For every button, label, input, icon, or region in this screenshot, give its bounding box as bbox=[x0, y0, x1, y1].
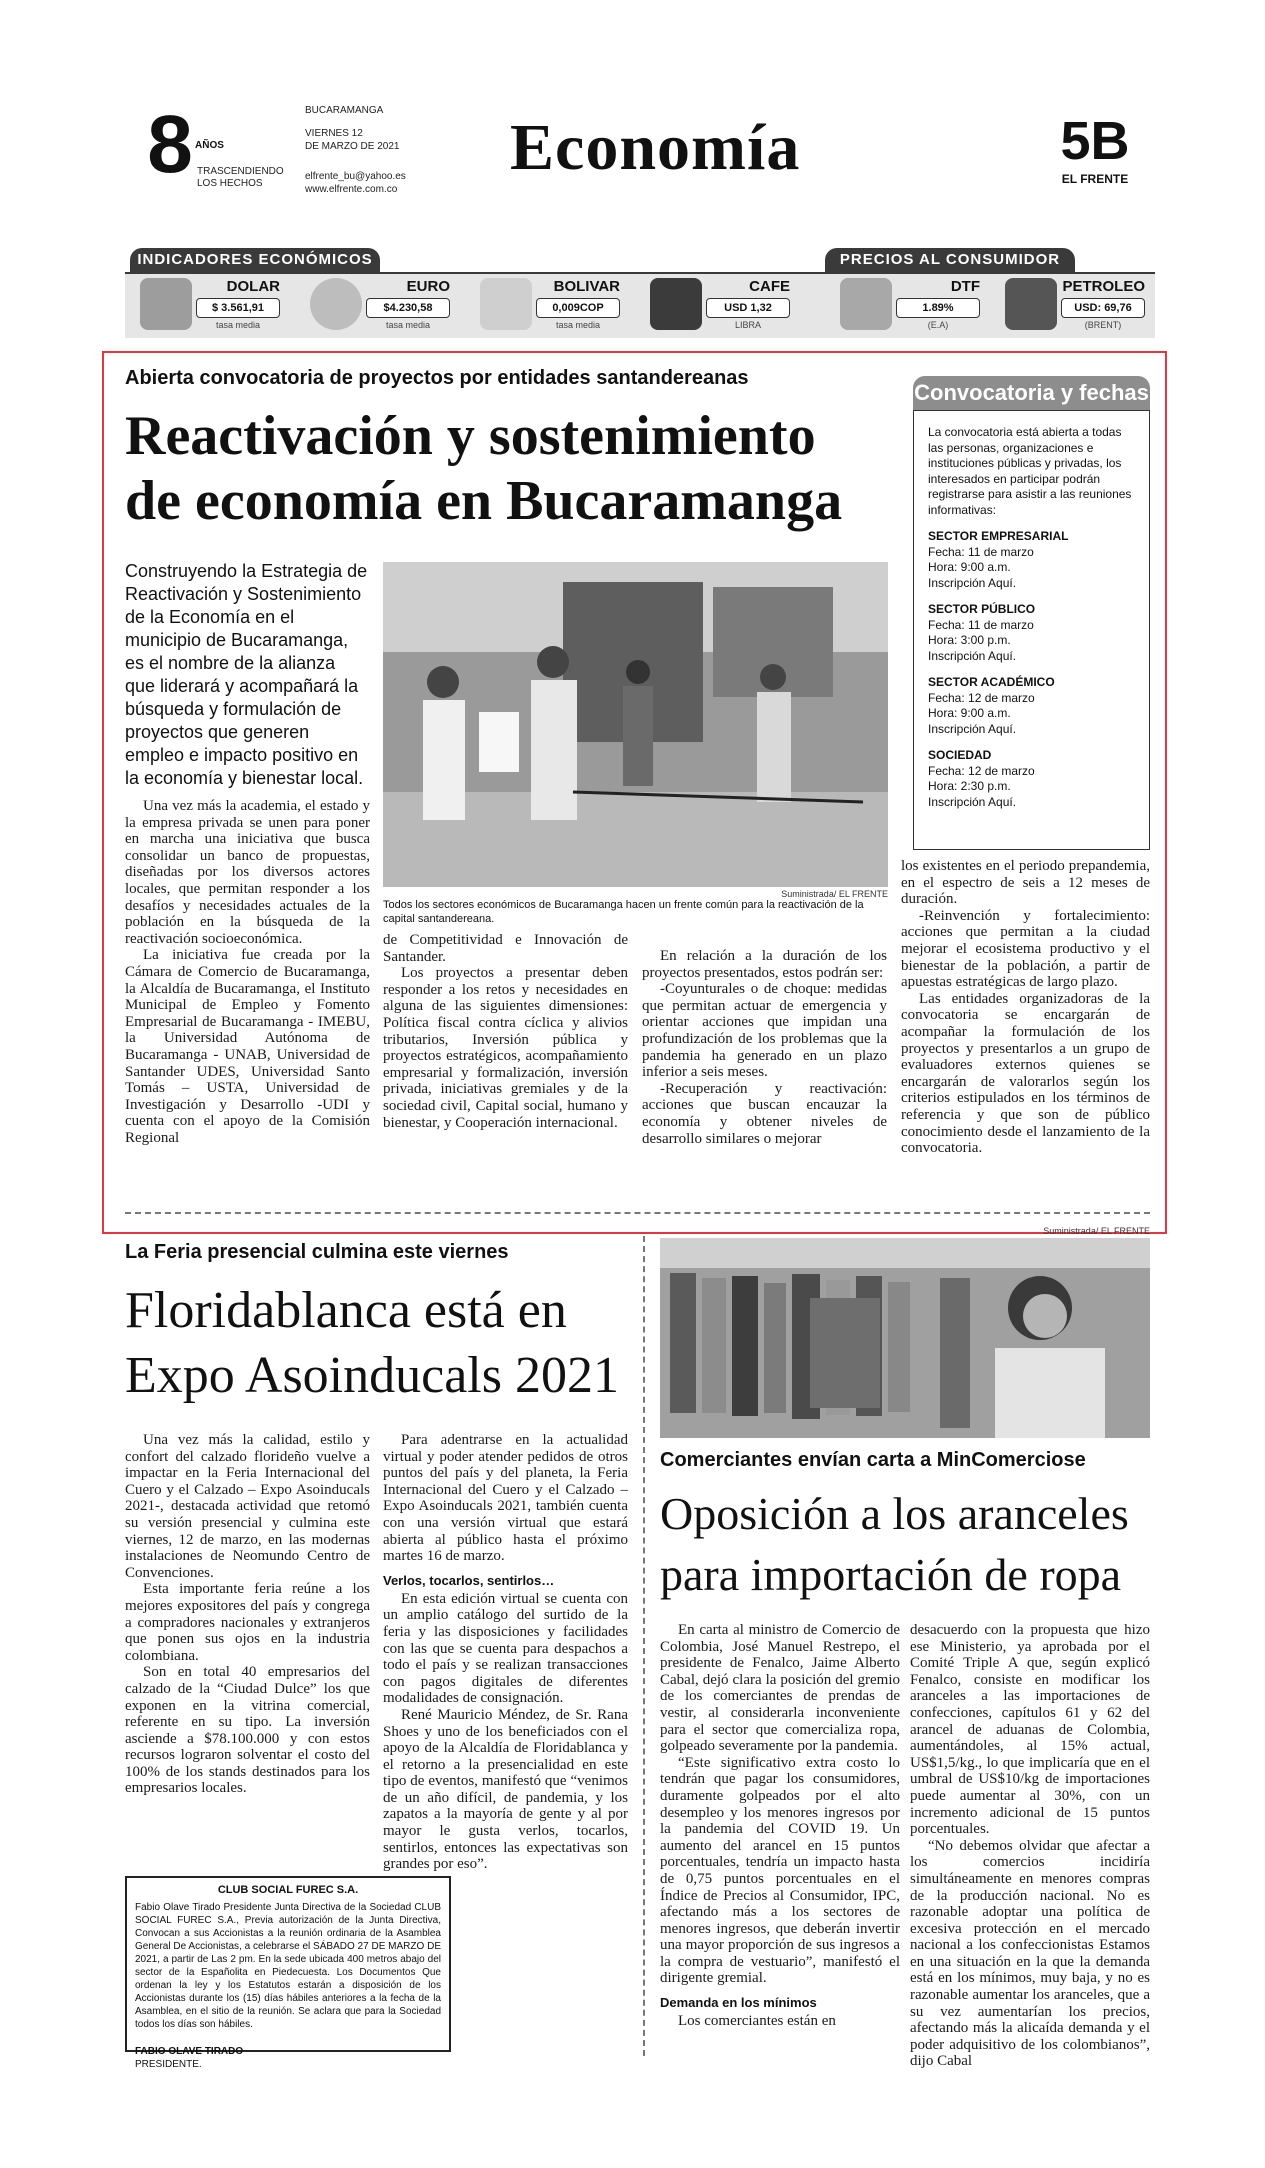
club-social-ad bbox=[125, 1876, 451, 2070]
logo-number: 8 bbox=[147, 99, 193, 190]
consumer-prices-header: PRECIOS AL CONSUMIDOR bbox=[825, 248, 1075, 272]
main-column-3 bbox=[642, 948, 887, 1147]
paragraph: Los comerciantes están en bbox=[678, 2013, 836, 2030]
paragraph: Los proyectos a presentar deben responder a los retos y necesidades en alguna de las siguientes dimensiones: Política fiscal contra cíclica y alivios tributarios, Inversión pública y proyectos estratégicos, acompañamiento empresarial y formalización, inversión privada, iniciativas gremiales y de la sociedad civil, Capital social, humano y bienestar, y Cooperación internacional. bbox=[383, 965, 628, 1131]
main-photo bbox=[383, 562, 888, 887]
contact-info bbox=[305, 170, 406, 196]
ad-role: PRESIDENTE. bbox=[135, 2059, 202, 2070]
indicator-value: 1.89% bbox=[896, 298, 980, 318]
indicator-label: DOLAR bbox=[226, 278, 280, 295]
paragraph: de Competitividad e Innovación de Santander. bbox=[383, 932, 628, 965]
aranceles-headline-line-1: Oposición a los aranceles bbox=[660, 1488, 1129, 1539]
paragraph: Una vez más la calidad, estilo y confort del calzado florideño vuelve a impactar en la Feria Internacional del Cuero y el Calzado – Expo Asoinducals 2021-, destacada actividad que retomó su versión presencial y culmina este viernes, 12 de marzo, en las modernas instalaciones de Neomundo Centro de Convenciones. bbox=[125, 1432, 370, 1581]
sector-time: Hora: 3:00 p.m. bbox=[928, 633, 1011, 647]
ad-title: CLUB SOCIAL FUREC S.A. bbox=[217, 1884, 359, 1896]
indicator-label: BOLIVAR bbox=[553, 278, 620, 295]
sidebar-intro: La convocatoria está abierta a todas las personas, organizaciones e instituciones públicas y privadas, los interesados en participar podrán registrarse para asistir a las reuniones informativas: bbox=[928, 425, 1132, 517]
paragraph: René Mauricio Méndez, de Sr. Rana Shoes y uno de los beneficiados con el apoyo de la Alcaldía de Floridablanca y el retorno a la presencialidad en este tipo de eventos, manifestó que “venimos de un año difícil, de pandemia, y los zapatos a la mayoría de gente y al por mayor le gusta verlos, tocarlos, sentirlos, entonces las expectativas son grandes por eso”. bbox=[383, 1706, 628, 1873]
sector-empresarial-title: SECTOR EMPRESARIAL bbox=[928, 529, 1069, 543]
coffee-beans-icon bbox=[650, 278, 702, 330]
indicator-label: EURO bbox=[406, 278, 450, 295]
indicator-euro bbox=[310, 274, 450, 334]
sector-time: Hora: 2:30 p.m. bbox=[928, 779, 1011, 793]
indicator-note: tasa media bbox=[555, 320, 601, 330]
aranceles-column-1 bbox=[660, 1622, 900, 2030]
email: elfrente_bu@yahoo.es bbox=[305, 171, 406, 182]
indicator-dtf bbox=[840, 274, 980, 334]
sector-academico-title: SECTOR ACADÉMICO bbox=[928, 675, 1055, 689]
indicator-value: USD: 69,76 bbox=[1061, 298, 1145, 318]
dateline bbox=[305, 104, 399, 153]
aranceles-photo bbox=[660, 1238, 1150, 1438]
indicator-value: $4.230,58 bbox=[366, 298, 450, 318]
aranceles-photo-credit: Suministrada/ EL FRENTE bbox=[1043, 1226, 1150, 1236]
newspaper-logo bbox=[125, 100, 290, 195]
inscripcion-link[interactable]: Inscripción Aquí. bbox=[928, 721, 1017, 736]
indicator-petroleo bbox=[1005, 274, 1145, 334]
logo-caption: AÑOS bbox=[195, 140, 224, 151]
ad-body: Fabio Olave Tirado Presidente Junta Directiva de la Sociedad CLUB SOCIAL FUREC S.A., Previa autorización de la Junta Directiva, Convocan a sus Accionistas a la reunión ordinaria de la Asamblea General De Accionistas, a celebrarse el SÁBADO 27 DE MARZO DE 2021, a partir de Las 2 pm. En la sede ubicada 400 metros abajo del sector de la Españolita en Piedecuesta. Los Documentos Que ordenan la ley y los Estatutos estarán a disposición de los Accionistas durante los (15) días hábiles anteriores a la fecha de la Asamblea, en el sitio de la reunión. Se aclara que para la Sociedad todos los días son hábiles. bbox=[135, 1902, 441, 2030]
indicators-bar bbox=[125, 248, 1155, 344]
logo-tagline-1: TRASCENDIENDO bbox=[197, 166, 284, 177]
main-headline-line-2: de economía en Bucaramanga bbox=[125, 470, 843, 532]
paragraph: -Reinvención y fortalecimiento: acciones que permitan a la ciudad mejorar el ecosistema productivo y el bienestar de la población, a partir de apuestas estratégicas de largo plazo. bbox=[901, 907, 1150, 991]
main-column-4 bbox=[901, 858, 1150, 1157]
indicator-bolivar bbox=[480, 274, 620, 334]
aranceles-subhead: Demanda en los mínimos bbox=[660, 1995, 817, 2011]
feria-subhead: Verlos, tocarlos, sentirlos… bbox=[383, 1572, 555, 1588]
paragraph: En carta al ministro de Comercio de Colombia, José Manuel Restrepo, el presidente de Fenalco, Jaime Alberto Cabal, dejó clara la posición del gremio de los comerciantes de prendas de vestir, al considerarla inconveniente para el sector que comercializa ropa, golpeado severamente por la pandemia. bbox=[660, 1622, 900, 1755]
aranceles-column-2 bbox=[910, 1622, 1150, 2070]
page-number: 5B bbox=[1060, 111, 1130, 171]
indicator-note: tasa media bbox=[215, 320, 261, 330]
website: www.elfrente.com.co bbox=[305, 184, 398, 195]
sector-date: Fecha: 11 de marzo bbox=[928, 617, 1034, 632]
paragraph: En esta edición virtual se cuenta con un amplio catálogo del surtido de la feria y las disposiciones y facilidades con las que se cuenta para despachos a todo el país y se realizan transacciones con pagos digitales de diferentes modalidades de consignación. bbox=[383, 1590, 628, 1707]
sector-time: Hora: 9:00 a.m. bbox=[928, 706, 1011, 720]
paragraph: desacuerdo con la propuesta que hizo ese Ministerio, ya aprobada por el Comité Triple A que, según explicó Fenalco, consiste en modificar los aranceles a las importaciones de confecciones, capítulos 61 y 62 del arancel de aduanas de Colombia, aumentándoles, al 15% actual, US$1,5/kg., lo que implicaría que en el umbral de US$10/kg de importaciones puede aumentar al 30%, con un incremento adicional de 15 puntos porcentuales. bbox=[910, 1622, 1150, 1838]
indicator-note: LIBRA bbox=[734, 320, 761, 330]
ad-signer: FABIO OLAVE TIRADO bbox=[135, 2046, 244, 2057]
bolivar-bills-icon bbox=[480, 278, 532, 330]
date: DE MARZO DE 2021 bbox=[305, 141, 400, 152]
sector-time: Hora: 9:00 a.m. bbox=[928, 560, 1011, 574]
inscripcion-link[interactable]: Inscripción Aquí. bbox=[928, 648, 1017, 663]
indicator-note: (E.A) bbox=[927, 320, 949, 330]
city: BUCARAMANGA bbox=[305, 105, 384, 116]
dollar-bill-icon bbox=[140, 278, 192, 330]
paragraph: En relación a la duración de los proyectos presentados, estos podrán ser: bbox=[642, 948, 887, 981]
indicator-note: (BRENT) bbox=[1084, 320, 1122, 330]
paragraph: Esta importante feria reúne a los mejores expositores del país y congrega a compradores nacionales y extranjeros que ponen sus ojos en la industria colombiana. bbox=[125, 1581, 370, 1664]
paragraph: “Este significativo extra costo lo tendrán que pagar los consumidores, duramente golpeados por el alto desempleo y los menores ingresos por la pandemia del COVID 19. Un aumento del arancel en 15 puntos porcentuales, tendría un impacto hasta de 0,75 puntos porcentuales en el Índice de Precios al Consumidor, IPC, afectando más a los sectores de menores ingresos, que deberán invertir una mayor proporción de sus ingresos a la compra de vestuario”, manifestó el dirigente gremial. bbox=[660, 1754, 900, 1987]
economic-indicators-header: INDICADORES ECONÓMICOS bbox=[130, 248, 380, 272]
inscripcion-link[interactable]: Inscripción Aquí. bbox=[928, 794, 1017, 809]
sector-date: Fecha: 12 de marzo bbox=[928, 690, 1035, 705]
coin-stack-icon bbox=[840, 278, 892, 330]
indicator-value: $ 3.561,91 bbox=[196, 298, 280, 318]
section-divider bbox=[125, 1212, 1150, 1214]
paragraph: -Coyunturales o de choque: medidas que permitan actuar de emergencia y orientar acciones que impidan una profundización de los problemas que la pandemia ha generado en un plazo inferior a seis meses. bbox=[642, 981, 887, 1081]
indicator-label: PETROLEO bbox=[1062, 278, 1145, 295]
euro-coin-icon bbox=[310, 278, 362, 330]
brand-name: EL FRENTE bbox=[1061, 172, 1129, 186]
sector-date: Fecha: 12 de marzo bbox=[928, 763, 1035, 778]
paragraph: Una vez más la academia, el estado y la empresa privada se unen para poner en marcha una iniciativa que busca consolidar un banco de propuestas, diseñadas por los diversos actores locales, que permitan responder a los desafíos y necesidades actuales de la población en la búsqueda de la reactivación socioeconómica. bbox=[125, 798, 370, 947]
sector-date: Fecha: 11 de marzo bbox=[928, 544, 1034, 559]
paragraph: Son en total 40 empresarios del calzado de la “Ciudad Dulce” los que exponen en la vitrina comercial, referente en su tipo. La inversión asciende a $78.100.000 y con estos recursos lograron solventar el costo del 100% de los stands destinados para los empresarios locales. bbox=[125, 1664, 370, 1797]
column-divider bbox=[643, 1236, 645, 2056]
main-column-2 bbox=[383, 932, 628, 1131]
indicator-label: CAFE bbox=[749, 278, 790, 295]
indicator-note: tasa media bbox=[385, 320, 431, 330]
sidebar-title: Convocatoria y fechas bbox=[913, 376, 1150, 410]
indicator-value: USD 1,32 bbox=[706, 298, 790, 318]
aranceles-kicker: Comerciantes envían carta a MinComerciose bbox=[660, 1449, 1086, 1471]
paragraph: La iniciativa fue creada por la Cámara de Comercio de Bucaramanga, la Alcaldía de Bucaramanga, el Instituto Municipal de Empleo y Fomento Empresarial de Bucaramanga - IMEBU, la Universidad Autónoma de Bucaramanga - UNAB, Universidad de Santander UDES, Universidad Santo Tomás – USTA, Universidad de Investigación y Desarrollo -UDI y cuenta con el apoyo de la Comisión Regional bbox=[125, 947, 370, 1146]
sociedad-title: SOCIEDAD bbox=[928, 748, 992, 762]
inscripcion-link[interactable]: Inscripción Aquí. bbox=[928, 575, 1017, 590]
main-photo-caption: Todos los sectores económicos de Bucaramanga hacen un frente común para la reactivación de la capital santandereana. bbox=[383, 899, 864, 925]
paragraph: Para adentrarse en la actualidad virtual y poder atender pedidos de otros puntos del país y del planeta, la Feria Internacional del Cuero y el Calzado – Expo Asoinducals 2021, también cuenta con una versión virtual que estará abierta al público hasta el próximo martes 16 de marzo. bbox=[383, 1432, 628, 1565]
paragraph: “No debemos olvidar que afectar a los comercios incidiría simultáneamente en menores compras de la producción nacional. No es razonable adoptar una política de excesiva protección en el mercado nacional a los confeccionistas Estamos en una situación en la que la demanda está en los mínimos, muy baja, y no es razonable aumentar los aranceles, que a su vez aumentarían los precios, afectando más la alicaída demanda y el poder adquisitivo de los colombianos”, dijo Cabal bbox=[910, 1837, 1150, 2070]
aranceles-headline-line-2: para importación de ropa bbox=[660, 1549, 1122, 1600]
main-column-1 bbox=[125, 798, 370, 1146]
indicator-cafe bbox=[650, 274, 790, 334]
indicator-dolar bbox=[140, 274, 280, 334]
mall-reactivation-photo bbox=[383, 562, 888, 887]
feria-headline-line-2: Expo Asoinducals 2021 bbox=[125, 1347, 619, 1404]
paragraph: los existentes en el periodo prepandemia, en el espectro de seis a 12 meses de duración. bbox=[901, 858, 1150, 908]
indicator-label: DTF bbox=[950, 278, 980, 295]
sidebar-box bbox=[913, 410, 1150, 850]
indicator-value: 0,009COP bbox=[536, 298, 620, 318]
main-kicker: Abierta convocatoria de proyectos por entidades santandereanas bbox=[125, 367, 749, 389]
oil-pump-icon bbox=[1005, 278, 1057, 330]
paragraph: -Recuperación y reactivación: acciones que buscan encauzar la economía y obtener niveles de desarrollo similares o mejorar bbox=[642, 1080, 887, 1147]
logo-tagline-2: LOS HECHOS bbox=[197, 178, 263, 189]
main-dek: Construyendo la Estrategia de Reactivación y Sostenimiento de la Economía en el municipio de Bucaramanga, es el nombre de la alianza que liderará y acompañará la búsqueda y formulación de proyectos que generen empleo e impacto positivo en la economía y bienestar local. bbox=[125, 561, 368, 788]
sector-publico-title: SECTOR PÚBLICO bbox=[928, 602, 1036, 616]
feria-headline-line-1: Floridablanca está en bbox=[125, 1282, 567, 1339]
main-headline-line-1: Reactivación y sostenimiento bbox=[125, 405, 816, 467]
feria-column-1 bbox=[125, 1432, 370, 1797]
clothing-store-photo bbox=[660, 1238, 1150, 1438]
paragraph: Las entidades organizadoras de la convocatoria se encargarán de acompañar la formulación de los proyectos y presentarlos a un grupo de evaluadores externos quienes se encargarán de valorarlos según los criterios estipulados en los términos de referencia y que son de público conocimiento desde el lanzamiento de la convocatoria. bbox=[901, 990, 1150, 1157]
section-title: Economía bbox=[510, 111, 801, 184]
main-photo-credit: Suministrada/ EL FRENTE bbox=[781, 889, 888, 899]
feria-column-2 bbox=[383, 1432, 628, 1873]
day: VIERNES 12 bbox=[305, 128, 363, 139]
feria-kicker: La Feria presencial culmina este viernes bbox=[125, 1241, 509, 1263]
